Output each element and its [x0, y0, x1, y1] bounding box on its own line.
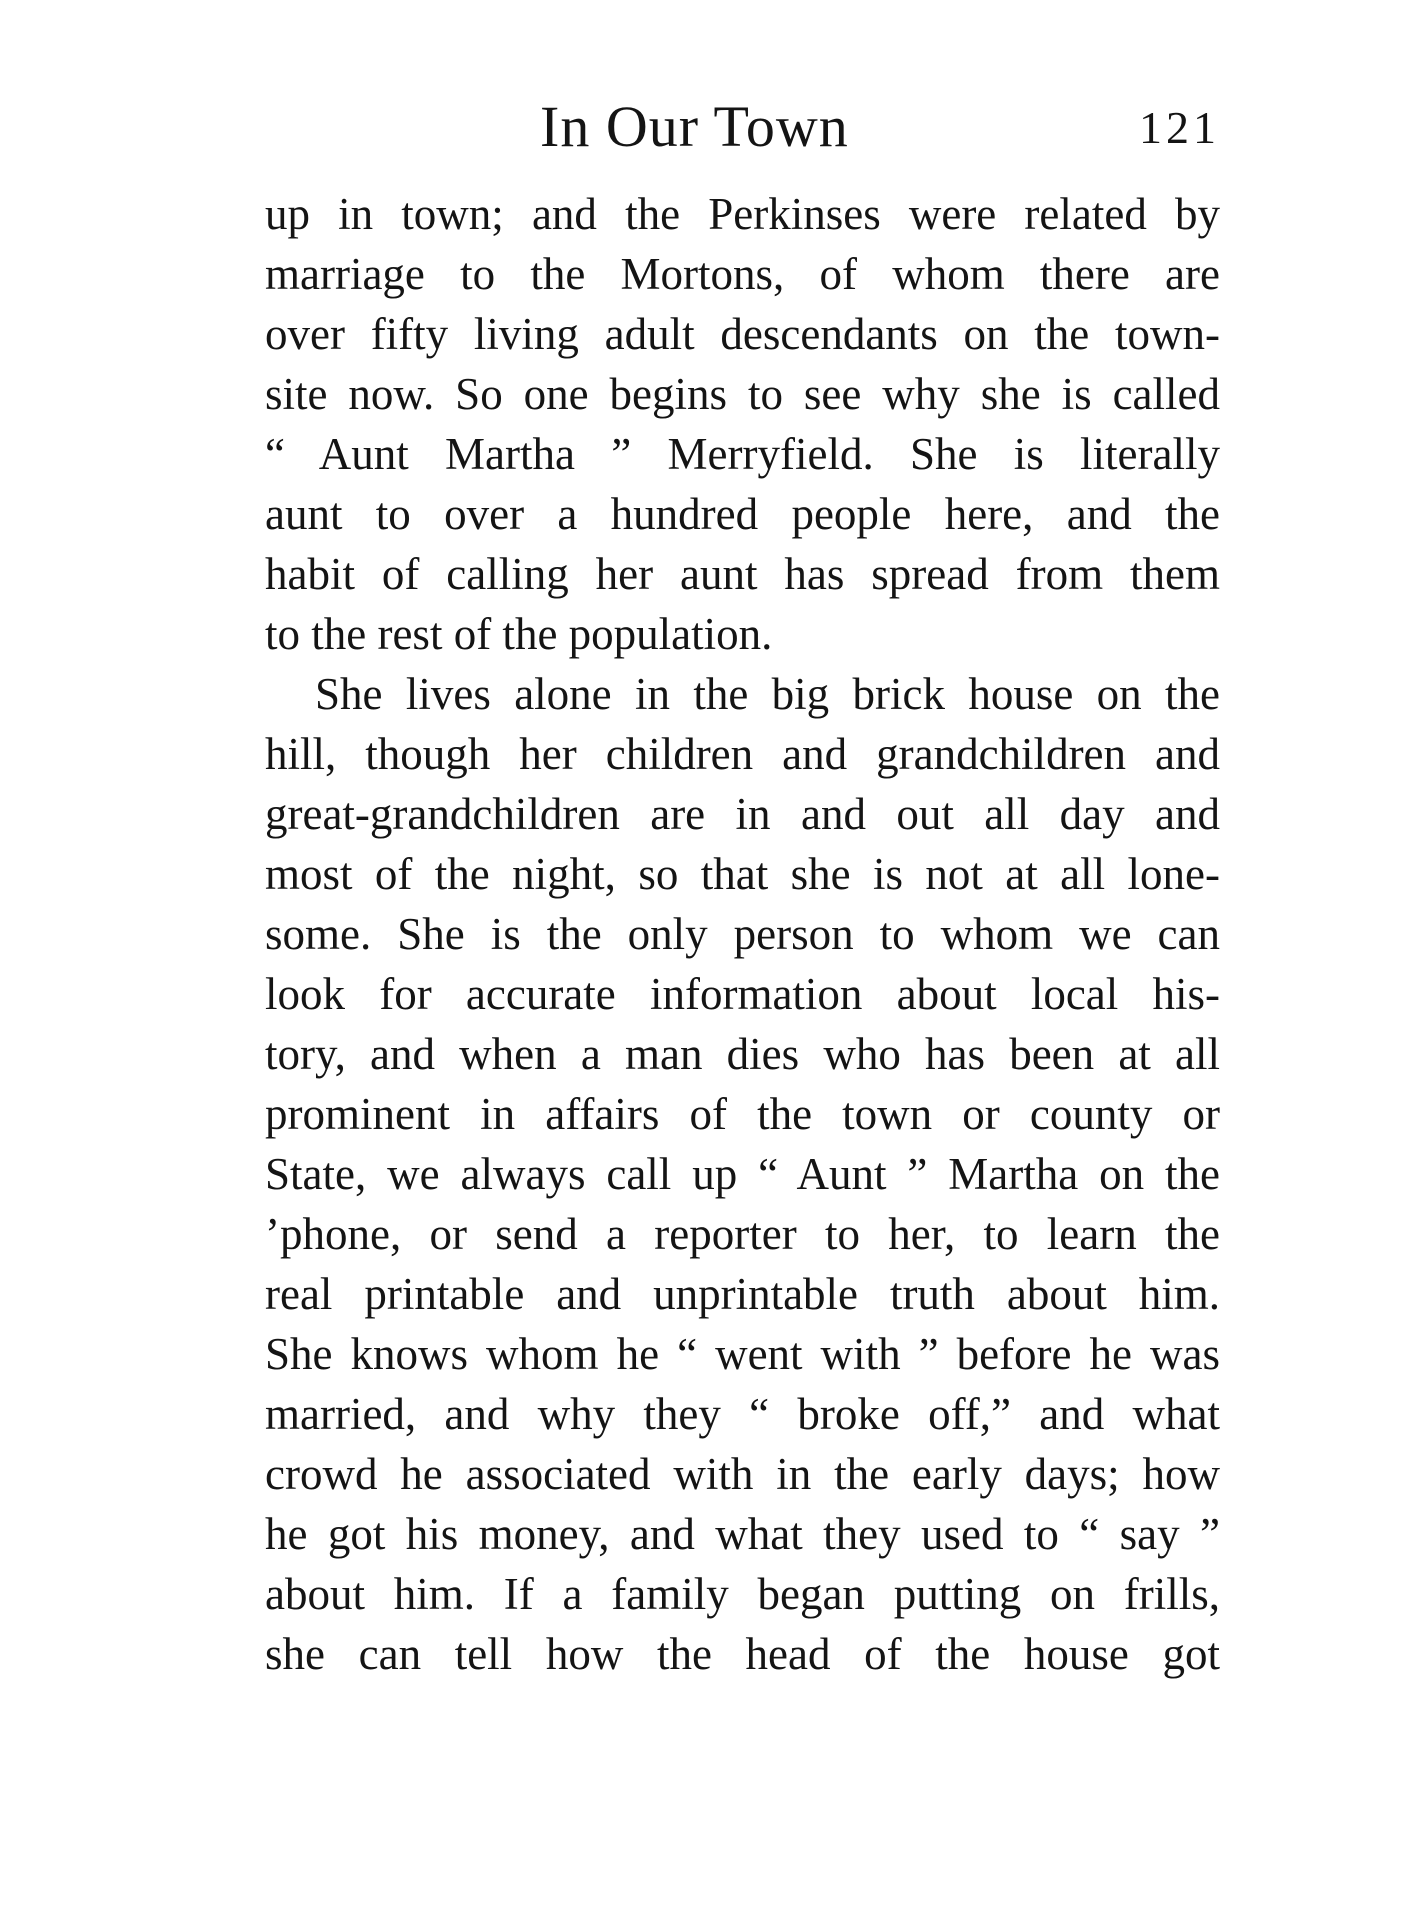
text-line: most of the night, so that she is not at all lone-: [265, 849, 1220, 899]
text-line: up in town; and the Perkinses were related by: [265, 189, 1220, 239]
text-line: look for accurate information about local his-: [265, 969, 1220, 1019]
text-line: crowd he associated with in the early days; how: [265, 1449, 1220, 1499]
text-line: site now. So one begins to see why she is called: [265, 369, 1220, 419]
text-line: habit of calling her aunt has spread from them: [265, 549, 1220, 599]
text-line: tory, and when a man dies who has been at all: [265, 1029, 1220, 1079]
running-header: [265, 92, 1220, 162]
text-line: great-grandchildren are in and out all day and: [265, 789, 1220, 839]
text-line: over fifty living adult descendants on the town-: [265, 309, 1220, 359]
page-number: 121: [1139, 102, 1220, 153]
text-line: State, we always call up “ Aunt ” Martha on the: [265, 1149, 1220, 1199]
paragraph-end-line: to the rest of the population.: [265, 609, 773, 659]
text-line: She knows whom he “ went with ” before he was: [265, 1329, 1220, 1379]
text-line: “ Aunt Martha ” Merryfield. She is literally: [265, 429, 1220, 479]
text-line: married, and why they “ broke off,” and what: [265, 1389, 1220, 1439]
running-title: In Our Town: [540, 94, 849, 159]
paragraph-start-line: She lives alone in the big brick house on the: [315, 669, 1220, 719]
text-line: aunt to over a hundred people here, and the: [265, 489, 1220, 539]
text-line: he got his money, and what they used to “ say ”: [265, 1509, 1220, 1559]
text-line: marriage to the Mortons, of whom there are: [265, 249, 1220, 299]
text-line: ’phone, or send a reporter to her, to learn the: [265, 1209, 1220, 1259]
text-line: about him. If a family began putting on frills,: [265, 1569, 1220, 1619]
text-line: prominent in affairs of the town or county or: [265, 1089, 1220, 1139]
text-line: hill, though her children and grandchildren and: [265, 729, 1220, 779]
text-line: some. She is the only person to whom we can: [265, 909, 1220, 959]
text-line: real printable and unprintable truth about him.: [265, 1269, 1220, 1319]
text-line: she can tell how the head of the house got: [265, 1629, 1220, 1679]
body-text: [265, 184, 1220, 1684]
